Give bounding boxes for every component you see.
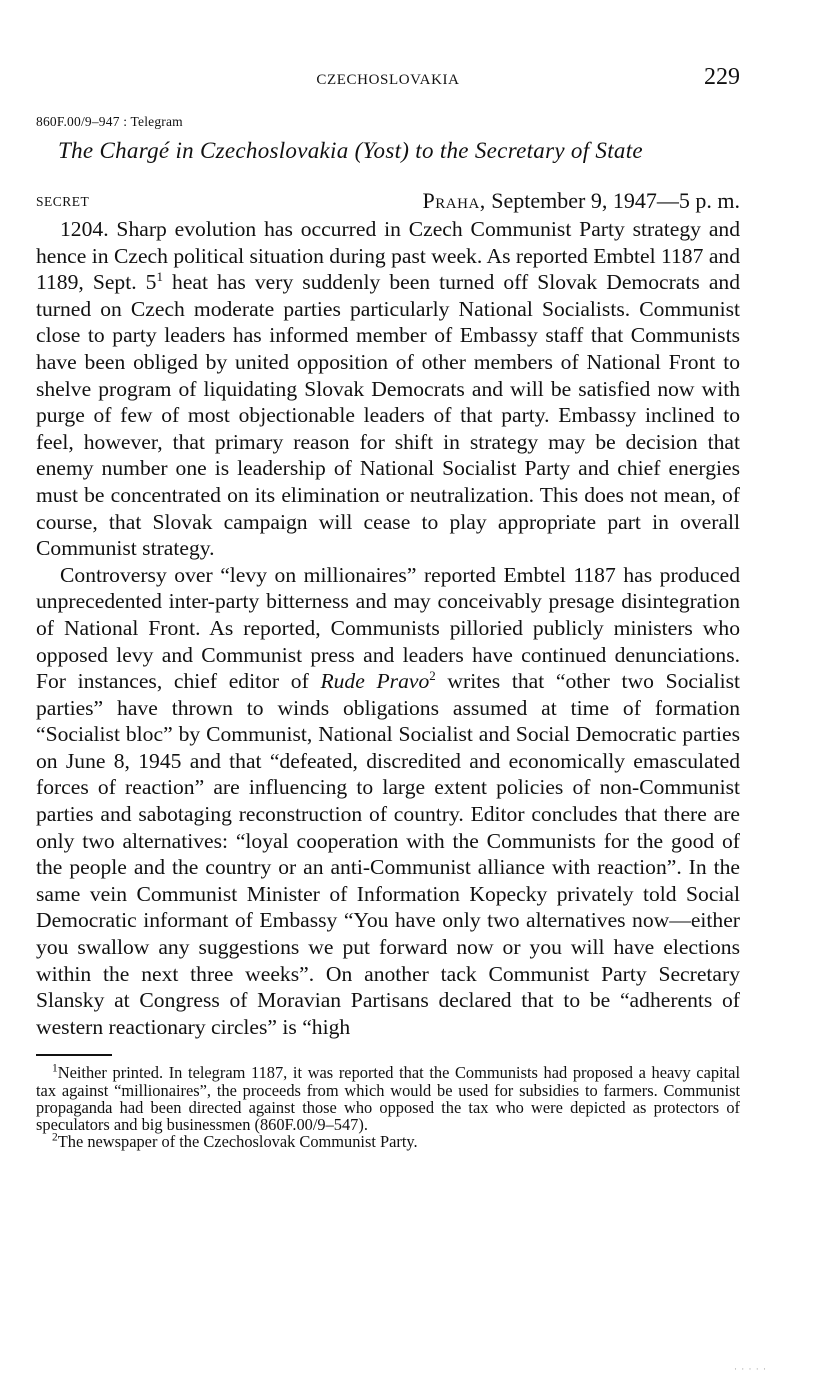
footnote-2 xyxy=(36,1133,740,1150)
paragraph-1 xyxy=(36,216,740,562)
paragraph-1-text-b: heat has very suddenly been turned off Slovak Democrats and turned on Czech moderate parties particularly National Socialists. Communist close to party leaders has informed member of Embassy staff that Communists have been obliged by united opposition of other members of National Front to shelve program of liquidating Slovak Democrats and will be satisfied now with purge of few of most objectionable leaders of that party. Embassy inclined to feel, however, that primary reason for shift in strategy may be decision that enemy number one is leadership of National Socialist Party and chief energies must be concentrated on its elimination or neutralization. This does not mean, of course, that Slovak campaign will cease to play appropriate part in overall Communist strategy. xyxy=(36,270,740,561)
place-and-date xyxy=(423,188,740,214)
dateline xyxy=(36,188,740,218)
date: September 9, 1947—5 p. m. xyxy=(485,188,740,213)
footnotes xyxy=(36,1064,740,1150)
footnote-1 xyxy=(36,1064,740,1133)
running-head: CZECHOSLOVAKIA xyxy=(316,72,460,88)
newspaper-name: Rude Pravo xyxy=(320,669,430,694)
footnote-rule xyxy=(36,1054,112,1056)
paragraph-2-text-b: writes that “other two Socialist parties” have thrown to winds obligations assumed at time of formation “Socialist bloc” by Communist, National Socialist and Social Democratic parties on June 8, 1945 and that “defeated, discredited and economically emasculated forces of reaction” are influencing to large extent policies of non-Communist parties and sabotaging reconstruction of country. Editor concludes that there are only two alternatives: “loyal cooperation with the Communists for the good of the people and the country or an anti-Communist alliance with reaction”. In the same vein Communist Minister of Information Kopecky privately told Social Democratic informant of Embassy “You have only two alternatives now—either you swallow any suggestions we put forward now or you will have elections within the next three weeks”. On another tack Communist Party Secretary Slansky at Congress of Moravian Partisans declared that to be “adherents of western reactionary circles” is “high xyxy=(36,669,740,1039)
document-page xyxy=(36,58,740,1150)
footnote-marker-1: 1 xyxy=(156,269,163,284)
footnote-1-marker: 1 xyxy=(52,1062,58,1075)
document-title: The Chargé in Czechoslovakia (Yost) to the Secretary of State xyxy=(58,138,643,163)
paragraph-2-text-a: Controversy over “levy on millionaires” reported Embtel 1187 has produced unprecedented inter-party bitterness and may conceivably presage disintegration of National Front. As reported, Communists pilloried publicly ministers who opposed levy and Communist press and leaders have continued denunciations. For instances, chief editor of xyxy=(36,562,740,694)
telegram-body xyxy=(36,216,740,1040)
place: Praha, xyxy=(422,188,486,213)
stray-marks: · · · · · xyxy=(734,1364,767,1374)
page-number: 229 xyxy=(704,64,740,90)
file-reference: 860F.00/9–947 : Telegram xyxy=(36,114,183,129)
footnote-1-text: Neither printed. In telegram 1187, it was reported that the Communists had proposed a heavy capital tax against “millionaires”, the proceeds from which would be used for subsidies to farmers. Communist propaganda had been directed against those who opposed the tax who were depicted as protectors of speculators and big businessmen (860F.00/9–547). xyxy=(36,1063,740,1135)
paragraph-2 xyxy=(36,562,740,1041)
footnote-2-marker: 2 xyxy=(52,1131,58,1144)
paragraph-1-text-a: 1204. Sharp evolution has occurred in Czech Communist Party strategy and hence in Czech political situation during past week. As reported Embtel 1187 and 1189, Sept. 5 xyxy=(36,217,740,295)
footnote-marker-2: 2 xyxy=(429,667,436,683)
page-header xyxy=(36,58,740,98)
classification-label: SECRET xyxy=(36,194,90,209)
footnote-2-text: The newspaper of the Czechoslovak Communist Party. xyxy=(57,1132,418,1152)
